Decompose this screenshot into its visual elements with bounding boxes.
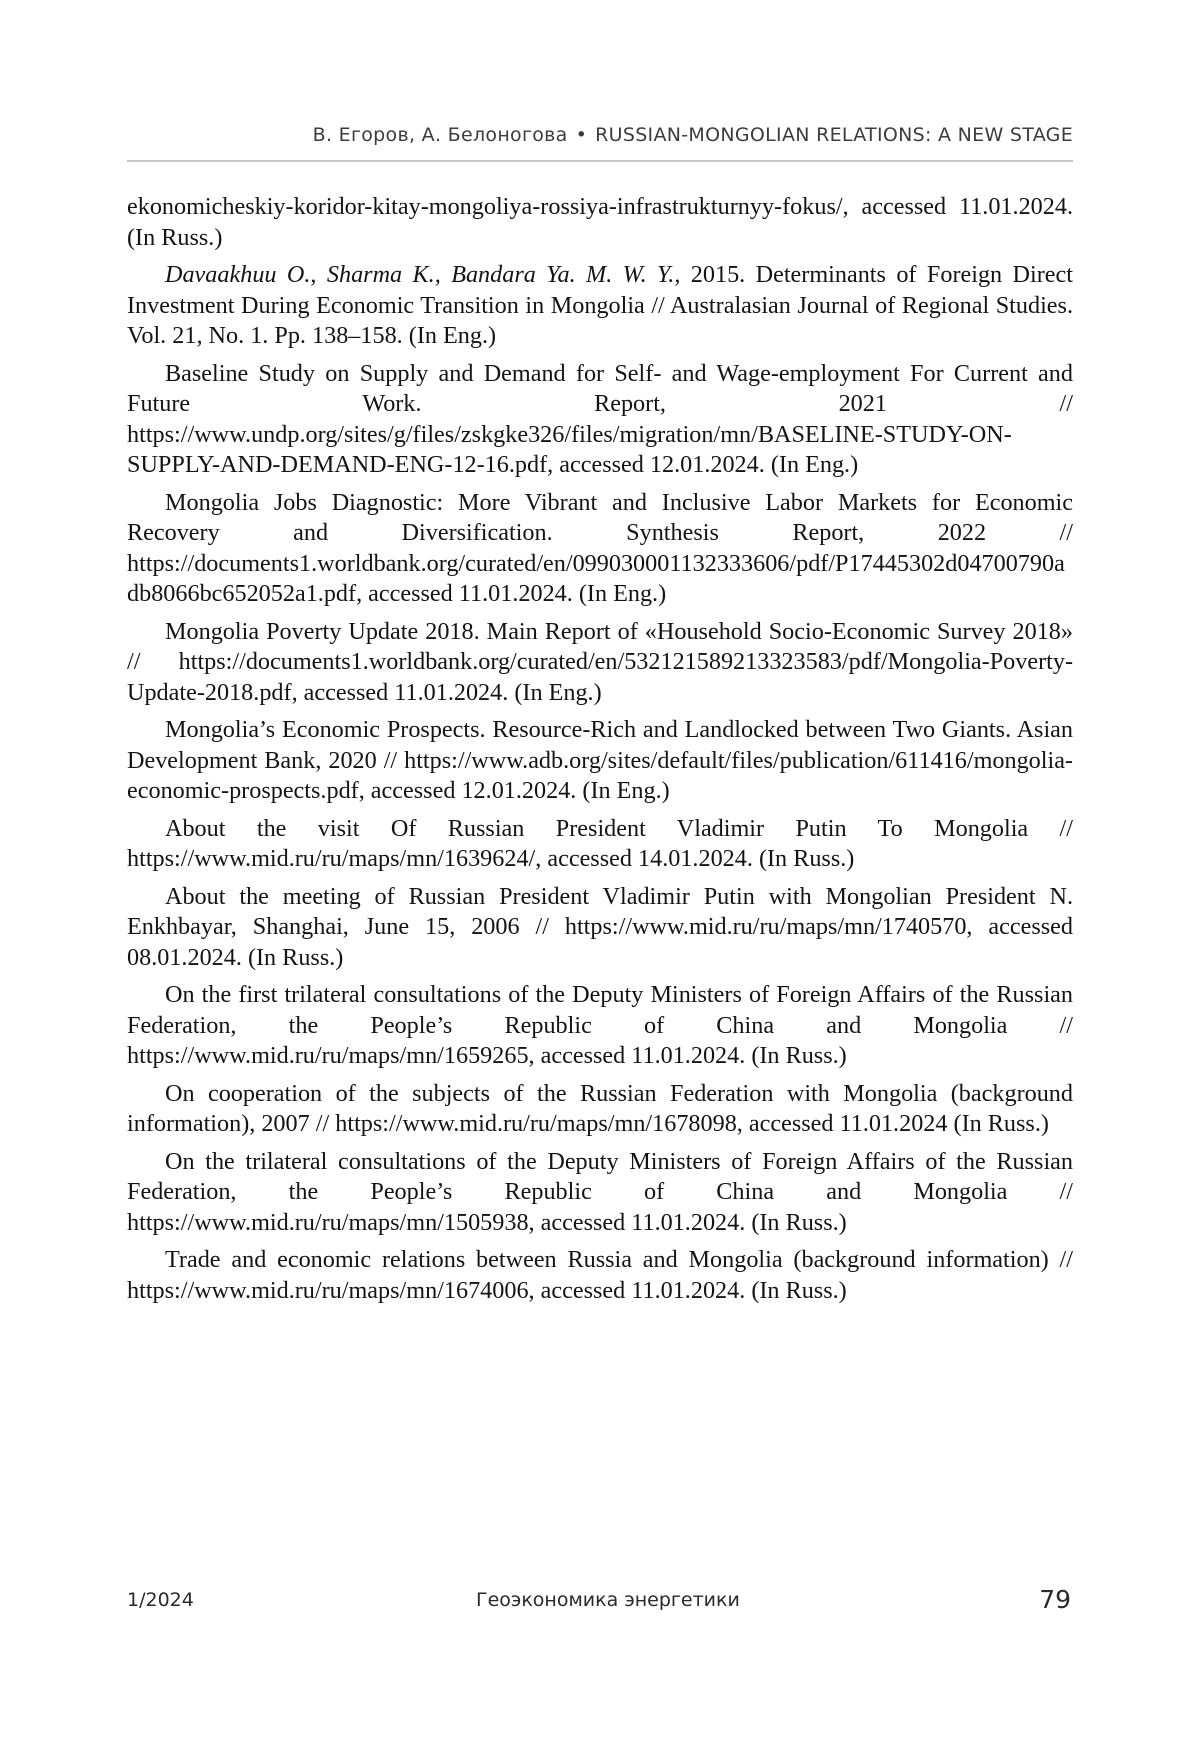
running-header	[127, 124, 1073, 162]
reference-text: On the first trilateral consultations of the Deputy Ministers of Foreign Affairs of the Russian Federation, the People’s Republic of China and Mongolia // https://www.mid.ru/ru/maps/mn/1659265, accessed 11.01.2024. (In Russ.)	[127, 981, 1073, 1069]
reference-entry	[127, 260, 1073, 352]
reference-text: ekonomicheskiy-koridor-kitay-mongoliya-rossiya-infrastrukturnyy-fokus/, accessed 11.01.2024. (In Russ.)	[127, 193, 1073, 251]
reference-entry	[127, 359, 1073, 481]
footer-issue: 1/2024	[127, 1589, 194, 1611]
reference-entry	[127, 882, 1073, 974]
reference-text: Trade and economic relations between Russia and Mongolia (background information) // https://www.mid.ru/ru/maps/mn/1674006, accessed 11.01.2024. (In Russ.)	[127, 1246, 1073, 1304]
header-article-title: RUSSIAN-MONGOLIAN RELATIONS: A NEW STAGE	[595, 124, 1073, 146]
reference-text: On the trilateral consultations of the Deputy Ministers of Foreign Affairs of the Russian Federation, the People’s Republic of China and Mongolia // https://www.mid.ru/ru/maps/mn/1505938, accessed 11.01.2024. (In Russ.)	[127, 1147, 1073, 1236]
reference-text: Baseline Study on Supply and Demand for Self- and Wage-employment For Current and Future Work. Report, 2021 // https://www.undp.org/sites/g/files/zskgke326/files/migration/mn/BASELINE-STUDY-ON-SUPPLY-AND-DEMAND-ENG-12-16.pdf, accessed 12.01.2024. (In Eng.)	[127, 359, 1073, 478]
reference-entry	[127, 617, 1073, 709]
reference-text: On cooperation of the subjects of the Russian Federation with Mongolia (background information), 2007 // https://www.mid.ru/ru/maps/mn/1678098, accessed 11.01.2024 (In Russ.)	[127, 1079, 1073, 1137]
page-footer	[127, 1585, 1073, 1617]
reference-authors: Davaakhuu O., Sharma K., Bandara Ya. M. W. Y.,	[165, 261, 681, 288]
reference-entry	[127, 715, 1073, 807]
reference-entry	[127, 814, 1073, 875]
reference-entry	[127, 192, 1073, 253]
reference-text: About the meeting of Russian President Vladimir Putin with Mongolian President N. Enkhbayar, Shanghai, June 15, 2006 // https://www.mid.ru/ru/maps/mn/1740570, accessed 08.01.2024. (In Russ.)	[127, 882, 1073, 971]
page-number: 79	[1039, 1585, 1071, 1614]
reference-text: About the visit Of Russian President Vladimir Putin To Mongolia // https://www.mid.ru/ru/maps/mn/1639624/, accessed 14.01.2024. (In Russ.)	[127, 814, 1073, 872]
header-separator: •	[575, 124, 588, 146]
reference-entry	[127, 1147, 1073, 1239]
reference-entry	[127, 1079, 1073, 1140]
header-authors: В. Егоров, А. Белоногова	[312, 124, 568, 146]
reference-entry	[127, 488, 1073, 610]
reference-text: Mongolia Poverty Update 2018. Main Report of «Household Socio-Economic Survey 2018» // https://documents1.worldbank.org/curated/en/532121589213323583/pdf/Mongolia-Poverty-Update-2018.pdf, accessed 11.01.2024. (In Eng.)	[127, 617, 1073, 706]
reference-text: Mongolia Jobs Diagnostic: More Vibrant and Inclusive Labor Markets for Economic Recovery and Diversification. Synthesis Report, 2022 // https://documents1.worldbank.org/curated/en/099030001132333606/pdf/P17445302d04700790adb8066bc652052a1.pdf, accessed 11.01.2024. (In Eng.)	[127, 488, 1073, 607]
reference-entry	[127, 980, 1073, 1072]
reference-entry	[127, 1245, 1073, 1306]
reference-list	[127, 192, 1073, 1313]
reference-text: 2015. Determinants of Foreign Direct Investment During Economic Transition in Mongolia // Australasian Journal of Regional Studies. Vol. 21, No. 1. Pp. 138–158. (In Eng.)	[127, 261, 1073, 349]
reference-text: Mongolia’s Economic Prospects. Resource-Rich and Landlocked between Two Giants. Asian Development Bank, 2020 // https://www.adb.org/sites/default/files/publication/611416/mongolia-economic-prospects.pdf, accessed 12.01.2024. (In Eng.)	[127, 716, 1073, 804]
footer-journal-name: Геоэкономика энергетики	[476, 1589, 740, 1611]
